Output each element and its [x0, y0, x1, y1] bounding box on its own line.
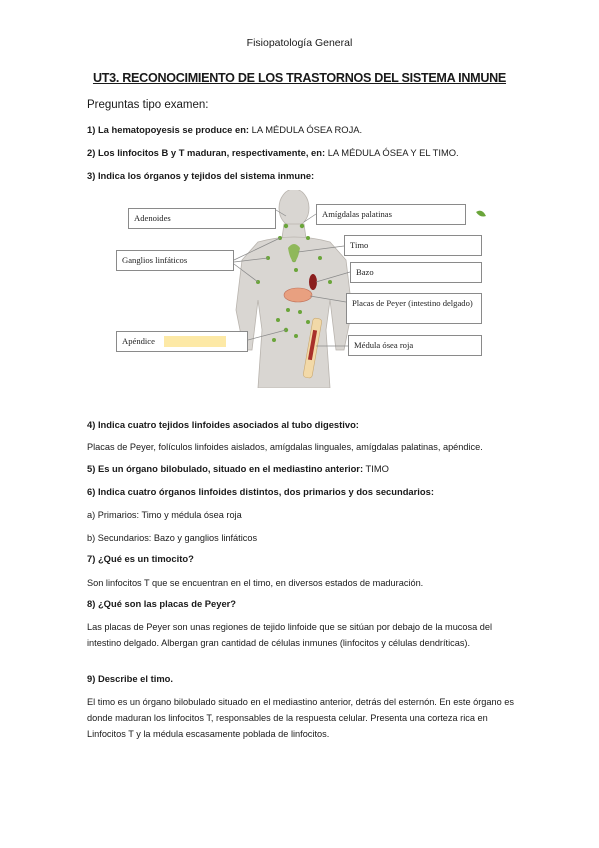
question-1: [87, 124, 362, 135]
question-text: Indica los órganos y tejidos del sistema inmune:: [97, 170, 315, 181]
section-subtitle: Preguntas tipo examen:: [87, 99, 209, 111]
label-apendice-text: Apéndice: [122, 336, 155, 346]
label-timo: Timo: [344, 235, 482, 256]
question-text: Es un órgano bilobulado, situado en el mediastino anterior:: [97, 463, 364, 474]
label-adenoides: Adenoides: [128, 208, 276, 229]
label-placas-de-peyer: Placas de Peyer (intestino delgado): [346, 293, 482, 324]
answer-4: Placas de Peyer, folículos linfoides aislados, amígdalas linguales, amígdalas palatinas, apéndice.: [87, 442, 483, 452]
question-text: Indica cuatro tejidos linfoides asociados al tubo digestivo:: [97, 419, 359, 430]
question-4: [87, 419, 359, 430]
question-number: 3): [87, 170, 96, 181]
question-number: 5): [87, 463, 96, 474]
question-number: 6): [87, 486, 96, 497]
answer-7: Son linfocitos T que se encuentran en el timo, en diversos estados de maduración.: [87, 578, 424, 588]
question-number: 9): [87, 673, 96, 684]
label-medula-osea-roja: Médula ósea roja: [348, 335, 482, 356]
question-9: [87, 673, 173, 684]
intestine-organ: [284, 288, 312, 302]
question-number: 2): [87, 147, 96, 158]
question-text: La hematopoyesis se produce en:: [97, 124, 250, 135]
question-8: [87, 598, 236, 609]
question-text: ¿Qué es un timocito?: [97, 553, 194, 564]
immune-system-diagram: [108, 190, 498, 388]
question-number: 4): [87, 419, 96, 430]
answer-text: LA MÉDULA ÓSEA Y EL TIMO.: [327, 147, 459, 158]
page-title: UT3. RECONOCIMIENTO DE LOS TRASTORNOS DEL SISTEMA INMUNE: [92, 71, 507, 85]
answer-6-primary: a) Primarios: Timo y médula ósea roja: [87, 510, 242, 520]
question-text: Indica cuatro órganos linfoides distintos, dos primarios y dos secundarios:: [97, 486, 434, 497]
label-amigdalas-palatinas: Amígdalas palatinas: [316, 204, 466, 225]
question-3: [87, 170, 314, 181]
answer-6-secondary: b) Secundarios: Bazo y ganglios linfáticos: [87, 533, 258, 543]
question-2: [87, 147, 459, 158]
spleen-organ: [309, 274, 317, 290]
label-bazo: Bazo: [350, 262, 482, 283]
question-5: [87, 463, 389, 474]
answer-9: El timo es un órgano bilobulado situado en el mediastino anterior, detrás del esternón. En este órgano es donde maduran los linfocitos T, responsables de la respuesta celular. Presenta una corteza rica en Linfocitos T y la médula escasamente poblada de linfocitos.: [87, 697, 514, 739]
answer-text: LA MÉDULA ÓSEA ROJA.: [251, 124, 363, 135]
question-7: [87, 553, 194, 564]
answer-8: Las placas de Peyer son unas regiones de tejido linfoide que se sitúan por debajo de la mucosa del intestino delgado. Albergan gran cantidad de células inmunes (linfocitos y células dendríticas).: [87, 622, 493, 648]
label-apendice: [116, 331, 248, 352]
answer-text: TIMO: [365, 463, 389, 474]
question-text: ¿Qué son las placas de Peyer?: [97, 598, 237, 609]
question-text: Los linfocitos B y T maduran, respectivamente, en:: [97, 147, 326, 158]
question-number: 7): [87, 553, 96, 564]
label-ganglios-linfaticos: Ganglios linfáticos: [116, 250, 234, 271]
question-number: 1): [87, 124, 96, 135]
question-6: [87, 486, 434, 497]
question-number: 8): [87, 598, 96, 609]
page-header: Fisiopatología General: [246, 37, 353, 49]
question-text: Describe el timo.: [97, 673, 173, 684]
highlight-mark: [164, 336, 226, 347]
leaf-mark: [476, 211, 486, 217]
